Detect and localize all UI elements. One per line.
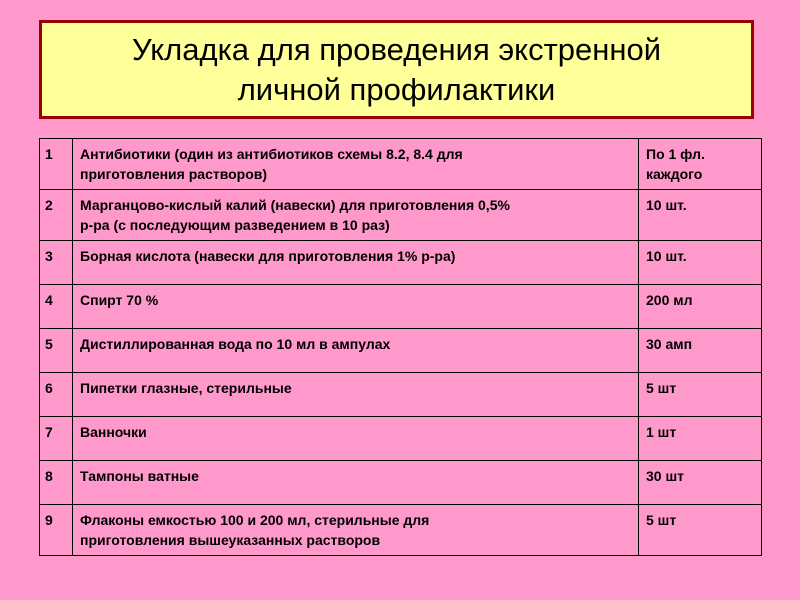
row-item-line-1: Борная кислота (навески для приготовления 1% р-ра) xyxy=(80,248,456,264)
row-item-line-1: Тампоны ватные xyxy=(80,468,199,484)
row-quantity xyxy=(639,461,762,505)
row-quantity-line-1: 30 амп xyxy=(646,336,693,352)
row-number: 8 xyxy=(40,461,73,505)
supplies-table-body xyxy=(40,139,762,556)
row-item xyxy=(73,285,639,329)
row-item-line-2: р-ра (с последующим разведением в 10 раз) xyxy=(80,217,390,233)
row-quantity-line-1: 1 шт xyxy=(646,424,677,440)
row-number: 3 xyxy=(40,241,73,285)
title-line-2: личной профилактики xyxy=(237,71,556,107)
row-item-line-2: приготовления вышеуказанных растворов xyxy=(80,532,381,548)
row-item-line-2: приготовления растворов) xyxy=(80,166,268,182)
row-quantity xyxy=(639,329,762,373)
row-number: 4 xyxy=(40,285,73,329)
row-item-line-1: Ванночки xyxy=(80,424,147,440)
row-quantity xyxy=(639,417,762,461)
row-number: 1 xyxy=(40,139,73,190)
row-quantity-line-1: 10 шт. xyxy=(646,248,687,264)
table-row xyxy=(40,285,762,329)
row-quantity xyxy=(639,139,762,190)
row-quantity xyxy=(639,190,762,241)
row-item xyxy=(73,461,639,505)
supplies-table xyxy=(39,138,762,556)
row-quantity-line-1: 5 шт xyxy=(646,512,677,528)
row-item xyxy=(73,241,639,285)
row-quantity-line-1: 5 шт xyxy=(646,380,677,396)
row-number: 7 xyxy=(40,417,73,461)
row-item-line-1: Дистиллированная вода по 10 мл в ампулах xyxy=(80,336,391,352)
row-item xyxy=(73,190,639,241)
row-quantity xyxy=(639,373,762,417)
title-line-1: Укладка для проведения экстренной xyxy=(131,31,662,67)
row-item-line-1: Спирт 70 % xyxy=(80,292,159,308)
title-box xyxy=(39,20,754,119)
row-quantity xyxy=(639,241,762,285)
table-row xyxy=(40,190,762,241)
table-row xyxy=(40,241,762,285)
row-number: 2 xyxy=(40,190,73,241)
row-item xyxy=(73,329,639,373)
table-row xyxy=(40,329,762,373)
table-row xyxy=(40,139,762,190)
row-number: 6 xyxy=(40,373,73,417)
row-item xyxy=(73,417,639,461)
row-item-line-1: Марганцово-кислый калий (навески) для приготовления 0,5% xyxy=(80,197,510,213)
table-row xyxy=(40,505,762,556)
row-item-line-1: Флаконы емкостью 100 и 200 мл, стерильные для xyxy=(80,512,430,528)
row-item xyxy=(73,373,639,417)
row-quantity xyxy=(639,285,762,329)
row-number: 9 xyxy=(40,505,73,556)
row-quantity xyxy=(639,505,762,556)
row-quantity-line-1: 10 шт. xyxy=(646,197,687,213)
table-row xyxy=(40,461,762,505)
row-quantity-line-1: 30 шт xyxy=(646,468,684,484)
row-item-line-1: Антибиотики (один из антибиотиков схемы 8.2, 8.4 для xyxy=(80,146,463,162)
table-row xyxy=(40,417,762,461)
row-item xyxy=(73,139,639,190)
table-row xyxy=(40,373,762,417)
row-quantity-line-2: каждого xyxy=(646,166,703,182)
row-item xyxy=(73,505,639,556)
row-item-line-1: Пипетки глазные, стерильные xyxy=(80,380,292,396)
row-quantity-line-1: 200 мл xyxy=(646,292,693,308)
row-number: 5 xyxy=(40,329,73,373)
row-quantity-line-1: По 1 фл. xyxy=(646,146,705,162)
